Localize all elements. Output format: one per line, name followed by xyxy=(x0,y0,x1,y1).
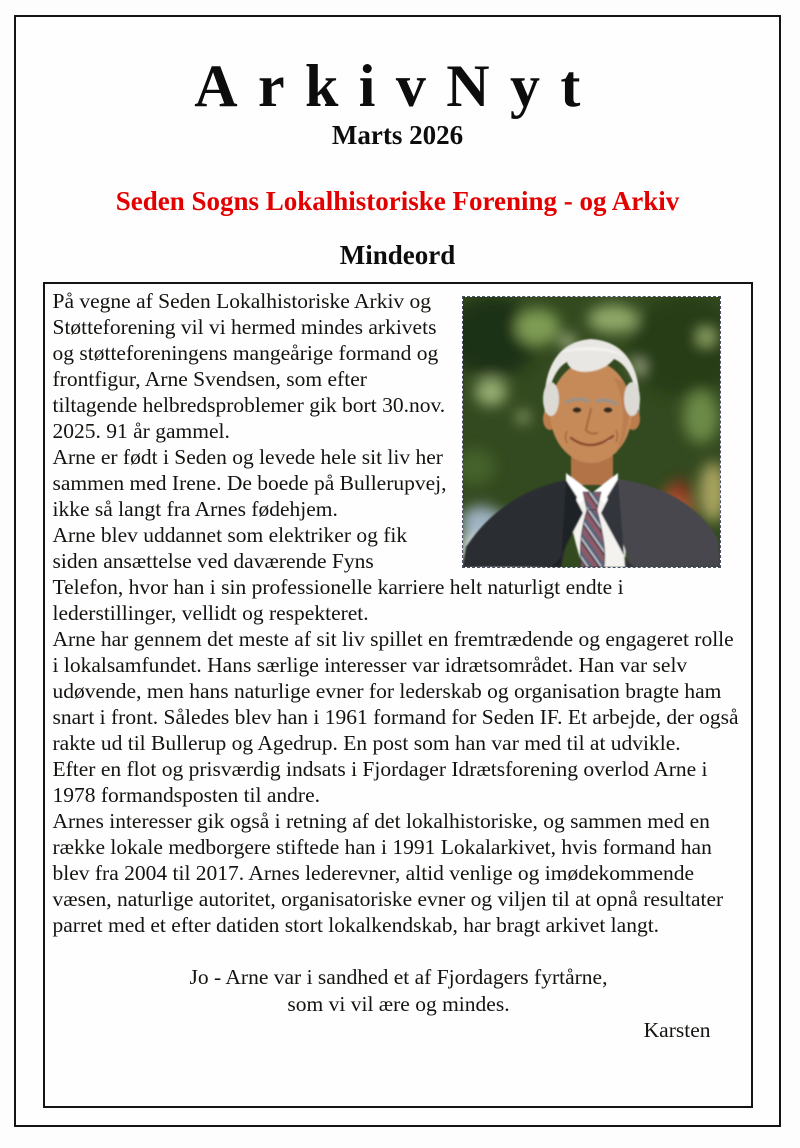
closing-line-2: som vi vil ære og mindes. xyxy=(287,991,510,1016)
paragraph-3: Arne blev uddannet som elektriker og fik siden ansættelse ved daværende Fyns Telefon, hvor han i sin professionelle karriere helt naturligt endte i lederstillinger, vellidt og respekteret. xyxy=(52,523,624,625)
closing-lines xyxy=(53,964,745,1017)
portrait-photo xyxy=(462,296,721,568)
paragraph-2: Arne er født i Seden og levede hele sit liv her sammen med Irene. De boede på Bullerupvej, ikke så langt fra Arnes fødehjem. xyxy=(52,445,447,521)
newsletter-title: ArkivNyt xyxy=(194,53,601,119)
issue-date: Marts 2026 xyxy=(331,120,464,150)
article-box xyxy=(43,282,753,1108)
portrait-arne-svendsen-image xyxy=(463,297,720,567)
paragraph-5: Efter en flot og prisværdig indsats i Fjordager Idrætsforening overlod Arne i 1978 formandsposten til andre. xyxy=(52,757,708,807)
page-border-frame xyxy=(14,15,781,1127)
paragraph-6: Arnes interesser gik også i retning af det lokalhistoriske, og sammen med en række lokale medborgere stiftede han i 1991 Lokalarkivet, hvis formand han blev fra 2004 til 2017. Arnes lederevner, altid venlige og imødekommende væsen, naturlige autoritet, organisatoriske evner og viljen til at opnå resultater parret med et efter datiden stort lokalkendskab, har bragt arkivet langt. xyxy=(52,809,724,937)
closing-line-1: Jo - Arne var i sandhed et af Fjordagers fyrtårne, xyxy=(189,965,608,989)
organization-name: Seden Sogns Lokalhistoriske Forening - og Arkiv xyxy=(115,186,680,216)
section-heading: Mindeord xyxy=(339,240,456,270)
signature: Karsten xyxy=(643,1018,711,1042)
paragraph-4: Arne har gennem det meste af sit liv spillet en fremtrædende og engageret rolle i lokalsamfundet. Hans særlige interesser var idrætsområdet. Han var selv udøvende, men hans naturlige evner for lederskab og organisation bragte ham snart i front. Således blev han i 1961 formand for Seden IF. Et arbejde, der også rakte ud til Bullerup og Agedrup. En post som han var med til at udvikle. xyxy=(52,627,739,755)
paragraph-1: På vegne af Seden Lokalhistoriske Arkiv og Støtteforening vil vi hermed mindes arkivets og støtteforeningens mangeårige formand og frontfigur, Arne Svendsen, som efter tiltagende helbredsproblemer gik bort 30.nov. 2025. 91 år gammel. xyxy=(52,289,446,443)
